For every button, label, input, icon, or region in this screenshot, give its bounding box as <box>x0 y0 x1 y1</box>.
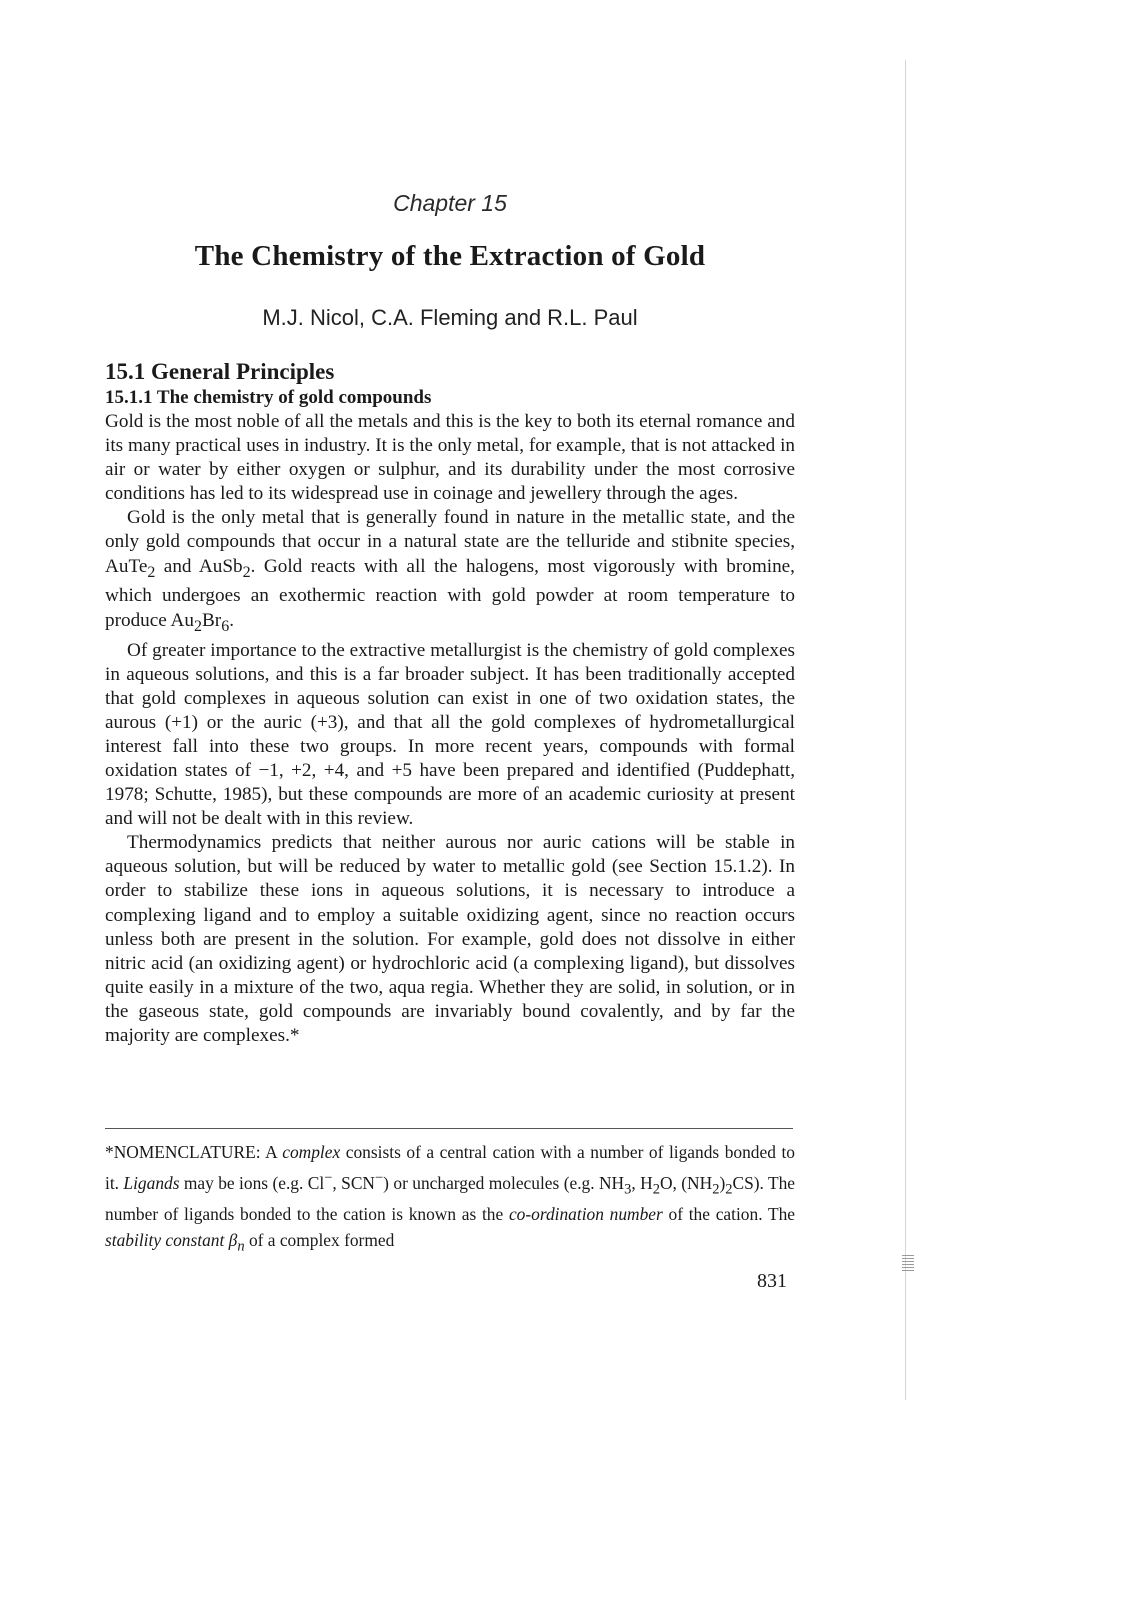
chapter-label: Chapter 15 <box>393 190 507 216</box>
paragraph-1: Gold is the most noble of all the metals and this is the key to both its eternal romance and its many practical uses in industry. It is the only metal, for example, that is not attacked in air or water by either oxygen or sulphur, and its durability under the most corrosive conditions has led to its widespread use in coinage and jewellery through the ages. <box>105 411 795 505</box>
subsection-heading: 15.1.1 The chemistry of gold compounds <box>105 387 432 408</box>
binding-mark <box>902 1255 914 1271</box>
page-edge-line <box>905 60 906 1400</box>
footnote-divider <box>105 1128 793 1129</box>
section-heading: 15.1 General Principles <box>105 359 335 384</box>
paragraph-3: Of greater importance to the extractive metallurgist is the chemistry of gold complexes in aqueous solutions, and this is a far broader subject. It has been traditionally accepted that gold complexes in aqueous solution can exist in one of two oxidation states, the aurous (+1) or the auric (+3), and that all the gold complexes of hydrometallurgical interest fall into these two groups. In more recent years, compounds with formal oxidation states of −1, +2, +4, and +5 have been prepared and identified (Puddephatt, 1978; Schutte, 1985), but these compounds are more of an academic curiosity at present and will not be dealt with in this review. <box>105 639 795 830</box>
body-text <box>105 358 795 1048</box>
chapter-authors: M.J. Nicol, C.A. Fleming and R.L. Paul <box>262 305 638 330</box>
paragraph-2: Gold is the only metal that is generally found in nature in the metallic state, and the only gold compounds that occur in a natural state are the telluride and stibnite species, AuTe$_2$ and AuSb$_2$. Gold reacts with all the halogens, most vigorously with bromine, which undergoes an exothermic reaction with gold powder at room temperature to produce $Au_2Br_6$. <box>105 507 795 635</box>
page-number: 831 <box>757 1270 787 1292</box>
paragraph-4: Thermodynamics predicts that neither aurous nor auric cations will be stable in aqueous solution, but will be reduced by water to metallic gold (see Section 15.1.2). In order to stabilize these ions in aqueous solutions, it is necessary to introduce a complexing ligand and to employ a suitable oxidizing agent, since no reaction occurs unless both are present in the solution. For example, gold does not dissolve in either nitric acid (an oxidizing agent) or hydrochloric acid (a complexing ligand), but dissolves quite easily in a mixture of the two, aqua regia. Whether they are solid, in solution, or in the gaseous state, gold compounds are invariably bound covalently, and by far the majority are complexes.* <box>105 832 795 1046</box>
footnote: *NOMENCLATURE: A complex consists of a central cation with a number of ligands bonded to it. Ligands may be ions (e.g. Cl−, SCN−) or uncharged molecules (e.g. $NH_3$, $H_2O$, $(NH_2)_2CS$). The number of ligands bonded to the cation is known as the co-ordination number of the cation. The stability constant $\beta_n$ of a complex formed <box>105 1142 796 1255</box>
chapter-title: The Chemistry of the Extraction of Gold <box>194 240 706 272</box>
